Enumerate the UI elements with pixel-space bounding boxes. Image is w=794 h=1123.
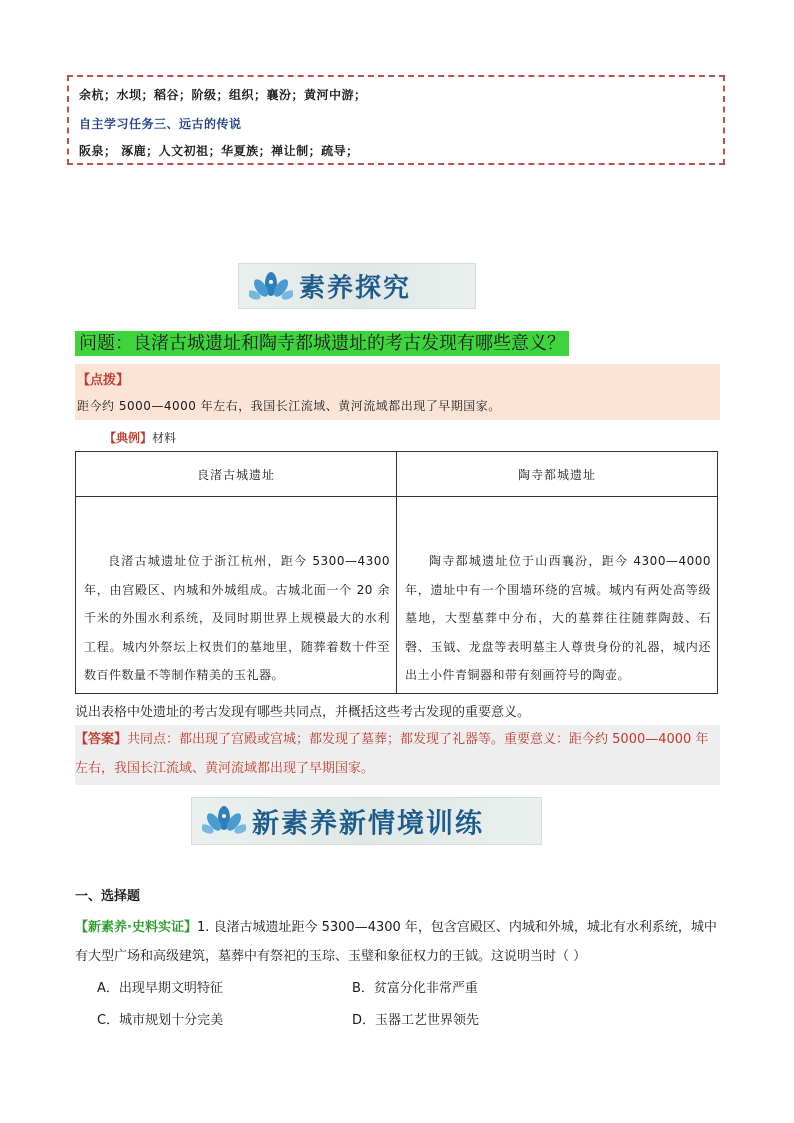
question-prompt: 说出表格中处遗址的考古发现有哪些共同点，并概括这些考古发现的重要意义。 — [75, 705, 531, 720]
hint-text: 距今约 5000—4000 年左右，我国长江流域、黄河流域都出现了早期国家。 — [77, 399, 501, 413]
table-cell-taosi — [397, 497, 718, 694]
answer-text: 共同点：都出现了宫殿或宫城；都发现了墓葬；都发现了礼器等。重要意义：距今约 5000—4000 年左右，我国长江流域、黄河流域都出现了早期国家。 — [75, 732, 709, 776]
table-header-taosi: 陶寺都城遗址 — [397, 452, 718, 497]
banner-suyang-tanjiu — [238, 263, 476, 309]
answer-block — [75, 725, 720, 785]
hint-block — [75, 364, 720, 420]
task-heading: 自主学习任务三、远古的传说 — [79, 117, 242, 131]
taosi-text: 陶寺都城遗址位于山西襄汾，距今 4300—4000 年，遗址中有一个围墙环绕的宫城。城内有两处高等级墓地，大型墓葬中分布，大的墓葬往往随葬陶鼓、石磬、玉钺、龙盘等表明墓主人尊贵身份的礼器，城内还出土小件青铜器和带有刻画符号的陶壶。 — [405, 554, 711, 682]
banner-new-training — [191, 797, 542, 845]
question-1 — [75, 913, 721, 971]
option-c: C．城市规划十分完美 — [97, 1013, 224, 1028]
hint-title: 【点拨】 — [77, 373, 130, 388]
option-a: A．出现早期文明特征 — [97, 981, 223, 996]
banner-title: 新素养新情境训练 — [252, 808, 484, 840]
keywords-box — [67, 75, 725, 165]
material-table — [75, 451, 718, 694]
keywords-line-1: 余杭；水坝；稻谷；阶级；组织；襄汾；黄河中游； — [79, 88, 367, 102]
example-label — [104, 429, 176, 446]
table-cell-liangzhu — [76, 497, 397, 694]
answer-label: 【答案】 — [75, 732, 128, 747]
liangzhu-text: 良渚古城遗址位于浙江杭州，距今 5300—4300 年，由宫殿区、内城和外城组成。古城北面一个 20 余千米的外围水利系统，及同时期世界上规模最大的水利工程。城内外祭坛上权贵们的墓地里，随葬着数十件至数百件数量不等制作精美的玉礼器。 — [84, 554, 390, 682]
question-tag: 【新素养·史料实证】 — [75, 920, 197, 935]
lotus-icon — [202, 804, 246, 838]
table-header-liangzhu: 良渚古城遗址 — [76, 452, 397, 497]
example-material: 材料 — [152, 431, 177, 445]
option-d: D．玉器工艺世界领先 — [352, 1013, 480, 1028]
question-1-text: 1. 良渚古城遗址距今 5300—4300 年，包含宫殿区、内城和外城，城北有水利系统，城中有大型广场和高级建筑，墓葬中有祭祀的玉琮、玉璧和象征权力的王钺。这说明当时（ ） — [75, 920, 717, 964]
example-bracket: 【典例】 — [104, 431, 153, 445]
section-heading: 一、选择题 — [75, 889, 141, 904]
keywords-line-3: 阪泉； 涿鹿；人文初祖；华夏族；禅让制；疏导； — [79, 144, 359, 158]
option-b: B．贫富分化非常严重 — [352, 981, 478, 996]
lotus-icon — [249, 270, 293, 304]
banner-title: 素养探究 — [299, 273, 412, 304]
question-bar: 问题：良渚古城遗址和陶寺都城遗址的考古发现有哪些意义？ — [75, 331, 569, 356]
